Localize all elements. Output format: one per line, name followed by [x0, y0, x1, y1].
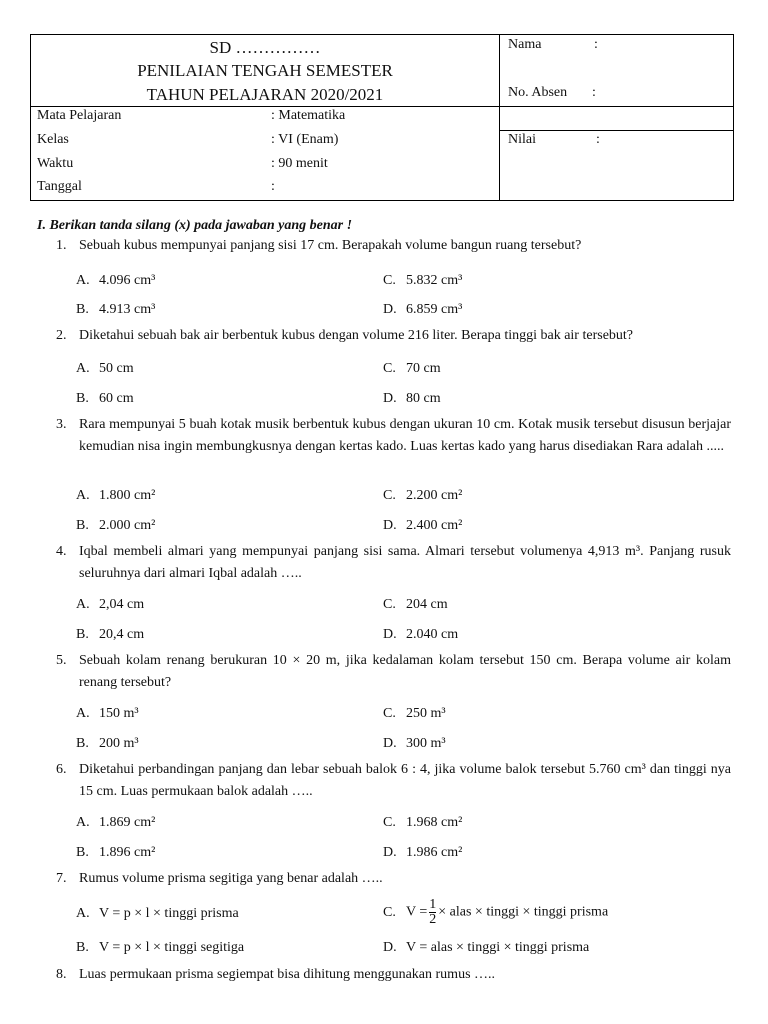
option-text: 20,4 cm — [99, 627, 145, 642]
option-text: 250 m³ — [406, 706, 446, 721]
option-text: 1.896 cm² — [99, 845, 156, 860]
question-text: Rara mempunyai 5 buah kotak musik berbentuk kubus dengan ukuran 10 cm. Kotak musik tersebut disusun berjajar kemudian nisa ingin membungkusnya dengan kertas kado. Luas kertas kado yang harus disediakan Rara adalah ..... — [79, 417, 731, 454]
option-d[interactable]: D. 2.040 cm — [383, 627, 459, 642]
option-a[interactable]: A. 1.800 cm² — [76, 488, 156, 503]
field-value-date: : — [271, 179, 275, 194]
option-b[interactable]: B. 1.896 cm² — [76, 845, 156, 860]
option-text: V = alas × tinggi × tinggi prisma — [406, 940, 590, 955]
fraction-denominator: 2 — [429, 912, 437, 927]
fraction-one-half — [429, 898, 436, 927]
option-suffix: × alas × tinggi × tinggi prisma — [438, 904, 609, 920]
option-text: 2.200 cm² — [406, 488, 463, 503]
option-text: 204 cm — [406, 597, 448, 612]
option-text: 1.968 cm² — [406, 815, 463, 830]
option-b[interactable]: B. 4.913 cm³ — [76, 302, 156, 317]
option-c[interactable]: C. 250 m³ — [383, 706, 446, 721]
option-text: V = p × l × tinggi prisma — [99, 906, 239, 921]
option-text: 1.869 cm² — [99, 815, 156, 830]
field-value-class: : VI (Enam) — [271, 132, 339, 147]
option-d[interactable]: D. 300 m³ — [383, 736, 446, 751]
option-text: 60 cm — [99, 391, 134, 406]
question-number: 7. — [56, 871, 67, 886]
question-number: 2. — [56, 328, 67, 343]
option-c[interactable]: C. 5.832 cm³ — [383, 273, 463, 288]
field-label-class: Kelas — [37, 132, 69, 147]
option-c[interactable]: C. 70 cm — [383, 361, 441, 376]
option-a[interactable]: A. V = p × l × tinggi prisma — [76, 906, 239, 921]
question-number: 1. — [56, 238, 67, 253]
question-number: 6. — [56, 762, 67, 777]
option-a[interactable]: A. 2,04 cm — [76, 597, 145, 612]
option-c[interactable]: C. 1.968 cm² — [383, 815, 463, 830]
exam-title: PENILAIAN TENGAH SEMESTER — [137, 61, 393, 80]
option-d[interactable]: D. 1.986 cm² — [383, 845, 463, 860]
field-label-time: Waktu — [37, 156, 74, 171]
question-text: Sebuah kolam renang berukuran 10 × 20 m, jika kedalaman kolam tersebut 150 cm. Berapa volume air kolam renang tersebut? — [79, 653, 731, 690]
question-number: 5. — [56, 653, 67, 668]
option-text: 80 cm — [406, 391, 441, 406]
option-b[interactable]: B. 60 cm — [76, 391, 134, 406]
option-d[interactable]: D. 80 cm — [383, 391, 441, 406]
field-label-date: Tanggal — [37, 179, 82, 194]
option-text: 300 m³ — [406, 736, 446, 751]
header-divider-vertical — [499, 35, 500, 200]
option-text: 2.040 cm — [406, 627, 459, 642]
option-b[interactable]: B. V = p × l × tinggi segitiga — [76, 940, 245, 955]
option-text: 6.859 cm³ — [406, 302, 463, 317]
question-text: Luas permukaan prisma segiempat bisa dihitung menggunakan rumus ….. — [79, 967, 496, 982]
name-label: Nama — [508, 37, 542, 52]
option-text: 1.800 cm² — [99, 488, 156, 503]
exam-header — [30, 34, 734, 201]
option-text: 4.913 cm³ — [99, 302, 156, 317]
option-a[interactable]: A. 4.096 cm³ — [76, 273, 156, 288]
academic-year: TAHUN PELAJARAN 2020/2021 — [146, 85, 384, 104]
attendance-number-label: No. Absen — [508, 85, 568, 100]
option-text: 50 cm — [99, 361, 134, 376]
option-text: 150 m³ — [99, 706, 139, 721]
score-label: Nilai — [508, 132, 536, 147]
option-c[interactable]: C. 204 cm — [383, 597, 448, 612]
header-divider-right-1 — [499, 106, 733, 107]
field-label-subject: Mata Pelajaran — [37, 108, 122, 123]
field-value-subject: : Matematika — [271, 108, 346, 123]
fraction-numerator: 1 — [429, 897, 437, 912]
option-c[interactable]: C. 2.200 cm² — [383, 488, 463, 503]
school-name: SD …………… — [209, 38, 321, 57]
option-b[interactable]: B. 200 m³ — [76, 736, 139, 751]
question-text: Rumus volume prisma segitiga yang benar adalah ….. — [79, 871, 383, 886]
header-divider-left — [31, 106, 499, 107]
header-divider-right-2 — [499, 130, 733, 131]
question-number: 3. — [56, 417, 67, 432]
option-text: 2.400 cm² — [406, 518, 463, 533]
option-text: 2,04 cm — [99, 597, 145, 612]
option-a[interactable]: A. 50 cm — [76, 361, 134, 376]
option-text: 2.000 cm² — [99, 518, 156, 533]
name-colon: : — [594, 37, 598, 52]
field-value-time: : 90 menit — [271, 156, 328, 171]
option-prefix: V = — [406, 904, 428, 920]
option-text: V = p × l × tinggi segitiga — [99, 940, 245, 955]
question-text: Diketahui sebuah bak air berbentuk kubus dengan volume 216 liter. Berapa tinggi bak air tersebut? — [79, 328, 634, 343]
question-text: Diketahui perbandingan panjang dan lebar sebuah balok 6 : 4, jika volume balok tersebut 5.760 cm³ dan tinggi nya 15 cm. Luas permukaan balok adalah ….. — [79, 762, 731, 799]
option-text: 200 m³ — [99, 736, 139, 751]
attendance-number-colon: : — [592, 85, 596, 100]
option-b[interactable]: B. 20,4 cm — [76, 627, 145, 642]
question-number: 8. — [56, 967, 67, 982]
option-c[interactable]: C. V = $\frac{1}{2}$ × alas × tinggi × tinggi prisma — [383, 897, 609, 927]
section-heading: I. Berikan tanda silang (x) pada jawaban yang benar ! — [37, 218, 353, 233]
question-number: 4. — [56, 544, 67, 559]
option-b[interactable]: B. 2.000 cm² — [76, 518, 156, 533]
option-a[interactable]: A. 150 m³ — [76, 706, 139, 721]
option-d[interactable]: D. 2.400 cm² — [383, 518, 463, 533]
option-text: 70 cm — [406, 361, 441, 376]
option-text: 4.096 cm³ — [99, 273, 156, 288]
question-text: Iqbal membeli almari yang mempunyai panjang sisi sama. Almari tersebut volumenya 4,913 m³. Panjang rusuk seluruhnya dari almari Iqbal adalah ….. — [79, 544, 731, 581]
score-colon: : — [596, 132, 600, 147]
option-text: 1.986 cm² — [406, 845, 463, 860]
question-text: Sebuah kubus mempunyai panjang sisi 17 cm. Berapakah volume bangun ruang tersebut? — [79, 238, 582, 253]
option-d[interactable]: D. V = alas × tinggi × tinggi prisma — [383, 940, 590, 955]
option-a[interactable]: A. 1.869 cm² — [76, 815, 156, 830]
option-d[interactable]: D. 6.859 cm³ — [383, 302, 463, 317]
option-text: 5.832 cm³ — [406, 273, 463, 288]
